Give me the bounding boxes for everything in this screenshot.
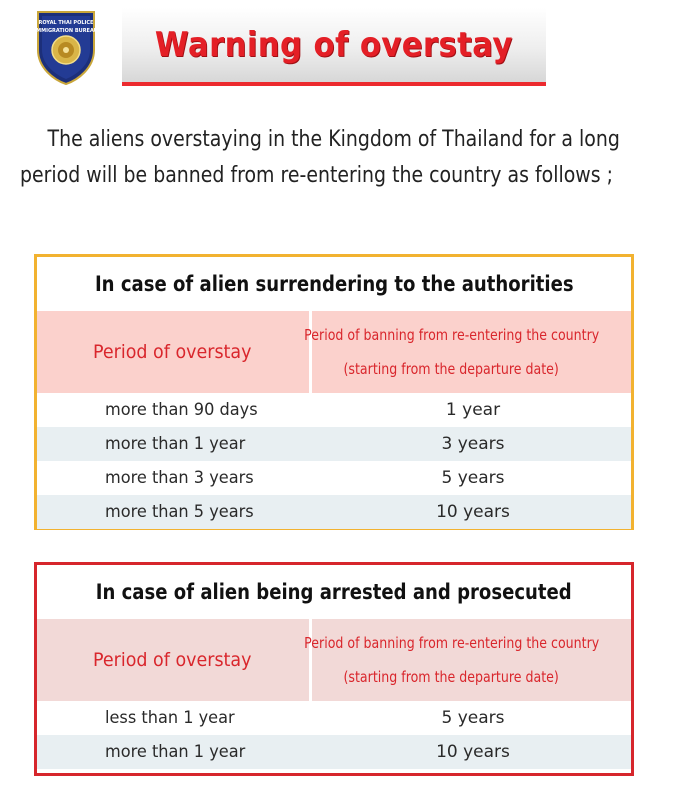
ban-cell: 1 year bbox=[445, 400, 501, 420]
table-title bbox=[37, 257, 631, 311]
column-header-ban-line1: Period of banning from re-entering the country bbox=[303, 634, 599, 652]
ban-cell: 10 years bbox=[436, 742, 510, 762]
column-header-period-text: Period of overstay bbox=[93, 341, 252, 363]
intro-paragraph bbox=[20, 122, 660, 194]
table-row bbox=[37, 427, 631, 461]
table-title-text: In case of alien being arrested and prosecuted bbox=[96, 580, 572, 604]
period-text: more than 90 days bbox=[105, 400, 258, 420]
column-header-period bbox=[37, 311, 276, 393]
logo-text-middle: IMMIGRATION BUREAU bbox=[34, 28, 98, 34]
logo-text-top: ROYAL THAI POLICE bbox=[38, 20, 94, 26]
police-badge-logo bbox=[34, 10, 98, 86]
period-cell bbox=[37, 400, 309, 420]
police-badge-icon bbox=[34, 10, 98, 86]
period-cell bbox=[37, 742, 309, 762]
period-cell bbox=[37, 502, 309, 522]
column-header-ban-line2: (starting from the departure date) bbox=[343, 360, 559, 378]
column-header-ban bbox=[276, 619, 631, 701]
table-row bbox=[37, 393, 631, 427]
surrender-table bbox=[34, 254, 634, 530]
period-text: more than 3 years bbox=[105, 468, 254, 488]
page-title: Warning of overstay bbox=[155, 25, 513, 65]
column-header-ban bbox=[276, 311, 631, 393]
ban-cell: 5 years bbox=[441, 708, 505, 728]
table-header-row bbox=[37, 311, 631, 393]
period-text: more than 1 year bbox=[105, 742, 246, 762]
period-text: more than 1 year bbox=[105, 434, 246, 454]
table-header-row bbox=[37, 619, 631, 701]
column-header-ban-line2: (starting from the departure date) bbox=[343, 668, 559, 686]
column-header-ban-line1: Period of banning from re-entering the country bbox=[303, 326, 599, 344]
ban-cell: 5 years bbox=[441, 468, 505, 488]
table-title bbox=[37, 565, 631, 619]
period-text: less than 1 year bbox=[105, 708, 235, 728]
period-cell bbox=[37, 468, 309, 488]
table-title-text: In case of alien surrendering to the authorities bbox=[94, 272, 574, 296]
period-text: more than 5 years bbox=[105, 502, 254, 522]
intro-line-2: period will be banned from re-entering the country as follows ; bbox=[20, 163, 614, 188]
ban-cell: 3 years bbox=[441, 434, 505, 454]
table-row bbox=[37, 701, 631, 735]
intro-line-1: The aliens overstaying in the Kingdom of Thailand for a long bbox=[47, 127, 620, 152]
table-row bbox=[37, 461, 631, 495]
column-header-period bbox=[37, 619, 276, 701]
arrested-table bbox=[34, 562, 634, 776]
table-row bbox=[37, 735, 631, 769]
ban-cell: 10 years bbox=[436, 502, 510, 522]
table-row bbox=[37, 495, 631, 529]
period-cell bbox=[37, 434, 309, 454]
column-header-period-text: Period of overstay bbox=[93, 649, 252, 671]
title-banner bbox=[122, 8, 546, 82]
period-cell bbox=[37, 708, 309, 728]
